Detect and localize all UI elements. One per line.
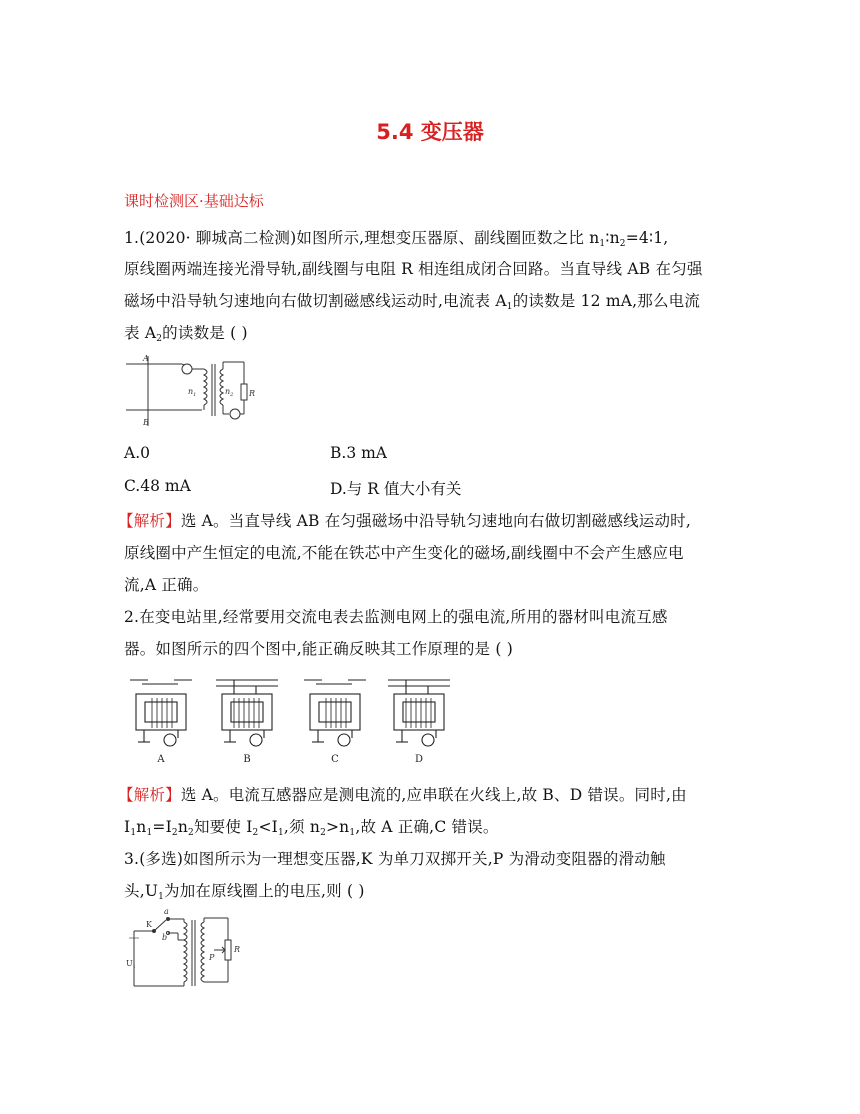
q1-line-4: 表 $A_2$的读数是 ( ) [124, 324, 248, 344]
q1-line-3: 磁场中沿导轨匀速地向右做切割磁感线运动时,电流表 $A_1$的读数是 12 mA,那么电流 [124, 292, 701, 312]
q2-fig-label-d: D [414, 754, 424, 765]
fig-label-n2: $n_2$ [225, 387, 234, 398]
q1-analysis-line-1: 【解析】选 A。当直导线 AB 在匀强磁场中沿导轨匀速地向右做切割磁感线运动时, [118, 512, 692, 530]
fig-label-u1: $U_1$ [126, 959, 136, 970]
fig-label-r: R [249, 389, 256, 398]
q2-analysis-line-1: 【解析】选 A。电流互感器应是测电流的,应串联在火线上,故 B、D 错误。同时,由 [118, 786, 687, 804]
q1-line-1: 1.(2020· 聊城高二检测)如图所示,理想变压器原、副线圈匝数之比 $n_1∶n_2=4∶1$, [124, 229, 669, 249]
q1-option-a: A.0 [124, 444, 150, 462]
q1-analysis-line-3: 流,A 正确。 [124, 576, 209, 594]
fig-label-b: B [143, 418, 149, 427]
q2-fig-label-c: C [331, 754, 339, 765]
fig-label-a: A [143, 354, 149, 363]
q3-circuit-figure [124, 906, 254, 992]
q2-line-1: 2.在变电站里,经常要用交流电表去监测电网上的强电流,所用的器材叫电流互感 [124, 608, 668, 626]
q1-analysis-line-2: 原线圈中产生恒定的电流,不能在铁芯中产生变化的磁场,副线圈中不会产生感应电 [124, 544, 684, 562]
fig-label-k: K [146, 920, 152, 929]
section-heading: 课时检测区·基础达标 [124, 192, 264, 210]
q1-option-b: B.3 mA [330, 444, 387, 462]
q1-option-d: D.与 R 值大小有关 [330, 480, 462, 498]
q2-analysis-line-2: $I_1n_1=I_2n_2$知要使 $I_2<I_1$,须 $n_2>n_1$,故 A 正确,C 错误。 [124, 818, 499, 838]
q1-line-2: 原线圈两端连接光滑导轨,副线圈与电阻 R 相连组成闭合回路。当直导线 AB 在匀强 [124, 260, 703, 278]
fig-label-r: R [234, 945, 241, 954]
fig-label-b-contact: b [162, 933, 168, 942]
q3-line-2: 头$,U_1$为加在原线圈上的电压,则 ( ) [124, 882, 365, 902]
q2-transformer-figures [124, 672, 454, 768]
fig-label-a-contact: a [164, 907, 169, 916]
q1-circuit-figure [124, 352, 274, 432]
q2-fig-label-b: B [243, 754, 251, 765]
fig-label-p: P [209, 953, 215, 962]
fig-label-n1: $n_1$ [188, 387, 197, 398]
page-title: 5.4 变压器 [376, 120, 484, 144]
q2-fig-label-a: A [157, 754, 165, 765]
q2-line-2: 器。如图所示的四个图中,能正确反映其工作原理的是 ( ) [124, 640, 513, 658]
q1-option-c: C.48 mA [124, 477, 191, 495]
q3-line-1: 3.(多选)如图所示为一理想变压器,K 为单刀双掷开关,P 为滑动变阻器的滑动触 [124, 850, 666, 868]
